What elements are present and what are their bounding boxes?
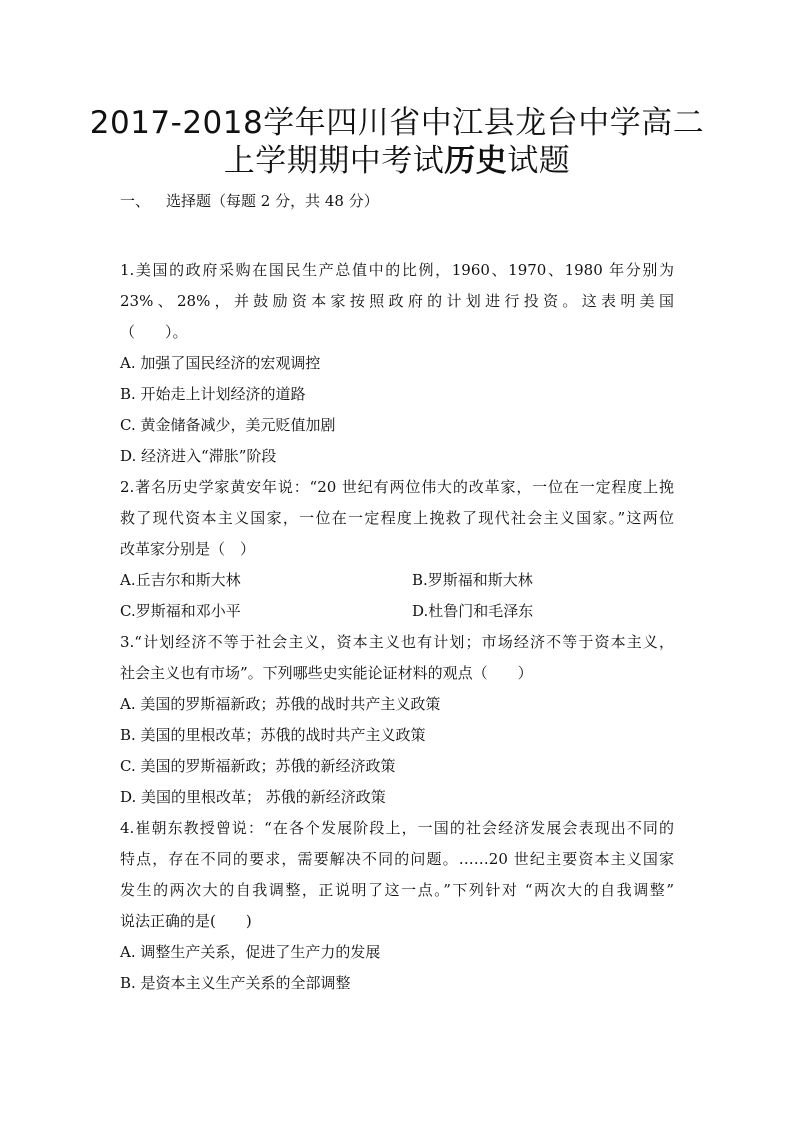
exam-title-line-1: 2017-2018学年四川省中江县龙台中学高二 — [89, 105, 705, 141]
q4-option-a: A. 调整生产关系，促进了生产力的发展 — [120, 943, 381, 961]
q1-stem-line-2: 23%、28%，并鼓励资本家按照政府的计划进行投资。这表明美国 — [120, 292, 674, 310]
q1-option-a: A. 加强了国民经济的宏观调控 — [120, 354, 321, 372]
q1-stem-line-3: （ ）。 — [120, 323, 188, 341]
q1-option-d: D. 经济进入“滞胀”阶段 — [120, 447, 277, 465]
q1-option-b: B. 开始走上计划经济的道路 — [120, 385, 306, 403]
q3-option-c: C. 美国的罗斯福新政；苏俄的新经济政策 — [120, 757, 396, 775]
q4-stem-line-1: 4.崔朝东教授曾说：“在各个发展阶段上，一国的社会经济发展会表现出不同的 — [120, 819, 674, 837]
section-heading — [120, 190, 379, 212]
section-text: 选择题（每题 2 分，共 48 分） — [166, 192, 379, 210]
q2-option-c: C.罗斯福和邓小平 — [120, 602, 241, 620]
q1-option-c: C. 黄金储备减少，美元贬值加剧 — [120, 416, 336, 434]
section-number: 一、 — [120, 192, 151, 210]
title-subject: 历史 — [444, 143, 508, 179]
q4-option-b: B. 是资本主义生产关系的全部调整 — [120, 974, 351, 992]
q2-option-a: A.丘吉尔和斯大林 — [120, 571, 241, 589]
q4-stem-line-3: 发生的两次大的自我调整，正说明了这一点。”下列针对 “两次大的自我调整” — [120, 881, 674, 899]
q1-stem-line-1: 1.美国的政府采购在国民生产总值中的比例，1960、1970、1980 年分别为 — [120, 261, 674, 279]
q3-option-d: D. 美国的里根改革； 苏俄的新经济政策 — [120, 788, 386, 806]
title-prefix: 上学期期中考试 — [223, 143, 445, 179]
q2-stem-line-3: 改革家分别是（ ） — [120, 540, 256, 558]
title-suffix: 试题 — [507, 143, 571, 179]
q2-option-d: D.杜鲁门和毛泽东 — [412, 602, 534, 620]
q4-stem-line-4: 说法正确的是( ) — [120, 912, 252, 930]
q3-stem-line-1: 3.“计划经济不等于社会主义，资本主义也有计划；市场经济不等于资本主义， — [120, 633, 674, 651]
q3-option-b: B. 美国的里根改革；苏俄的战时共产主义政策 — [120, 726, 426, 744]
q2-stem-line-1: 2.著名历史学家黄安年说：“20 世纪有两位伟大的改革家，一位在一定程度上挽 — [120, 478, 674, 496]
q4-stem-line-2: 特点，存在不同的要求，需要解决不同的问题。……20 世纪主要资本主义国家 — [120, 850, 674, 868]
q3-stem-line-2: 社会主义也有市场”。下列哪些史实能论证材料的观点（ ） — [120, 664, 533, 682]
exam-title-line-2 — [0, 141, 794, 181]
q3-option-a: A. 美国的罗斯福新政；苏俄的战时共产主义政策 — [120, 695, 441, 713]
q2-option-b: B.罗斯福和斯大林 — [412, 571, 533, 589]
q2-stem-line-2: 救了现代资本主义国家，一位在一定程度上挽救了现代社会主义国家。”这两位 — [120, 509, 674, 527]
